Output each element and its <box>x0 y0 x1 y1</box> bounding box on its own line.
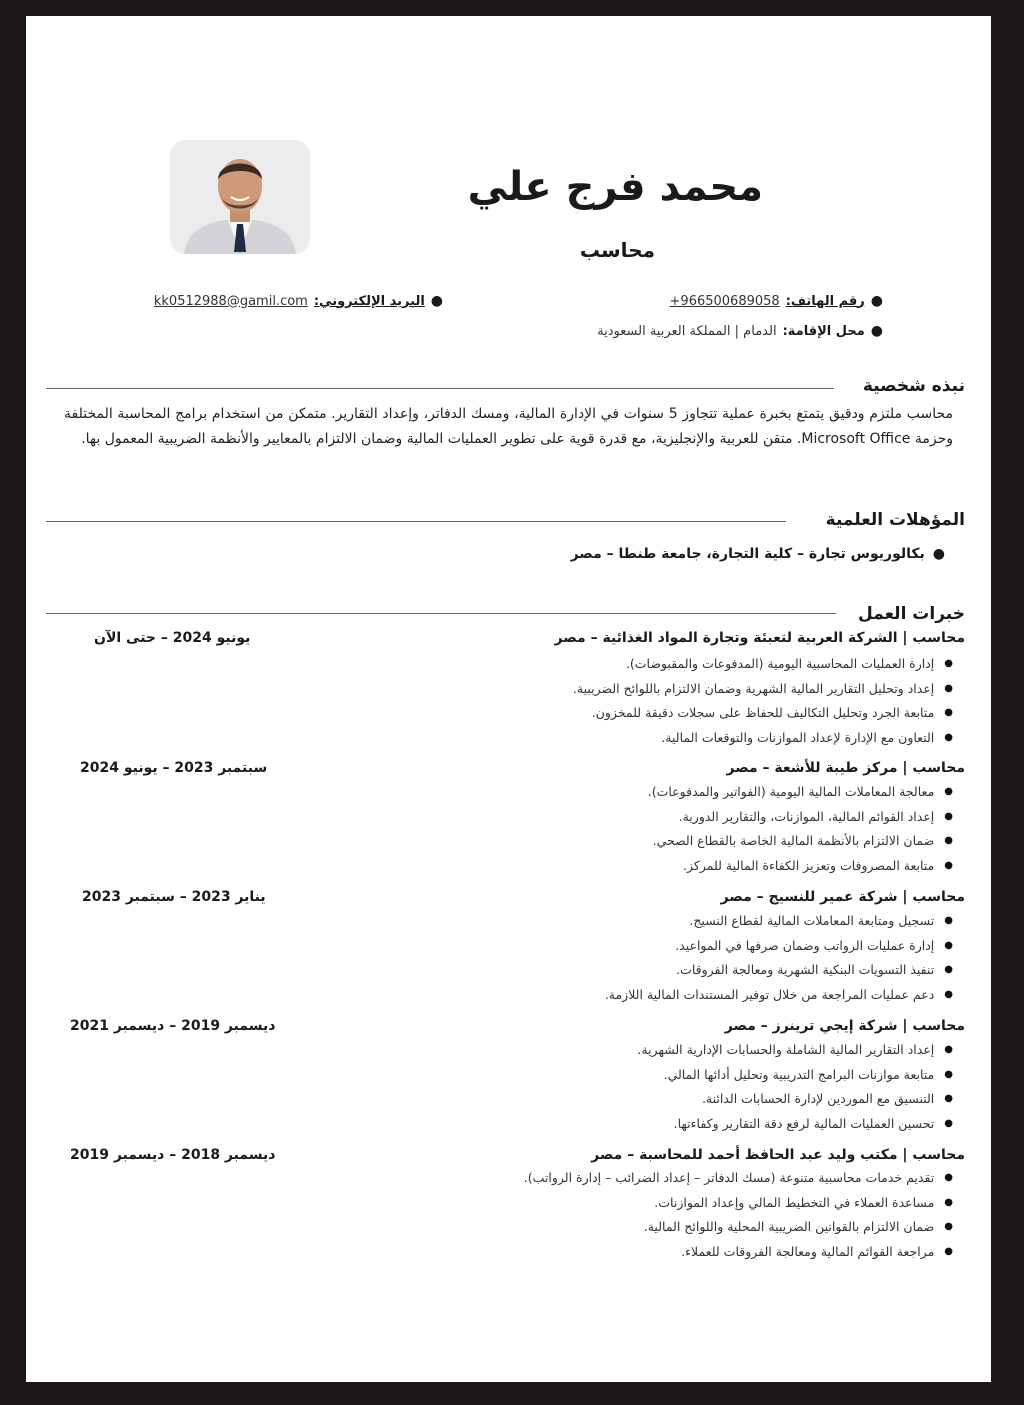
job-duties <box>648 780 953 878</box>
summary-heading: نبذه شخصية <box>862 376 965 396</box>
job-dates: يناير 2023 – سبتمبر 2023 <box>82 889 266 905</box>
section-divider <box>46 388 834 389</box>
profile-photo <box>170 140 310 254</box>
residence-value: الدمام | المملكة العربية السعودية <box>597 323 777 339</box>
duty-item: ● إعداد القوائم المالية، الموازنات، والتقارير الدورية. <box>678 808 953 824</box>
duty-item: ● التنسيق مع الموردين لإدارة الحسابات الدائنة. <box>701 1091 953 1106</box>
duty-item: ● تحسين العمليات المالية لرفع دقة التقارير وكفاءتها. <box>673 1115 953 1131</box>
email-row <box>154 293 443 309</box>
job-duties <box>605 909 953 1007</box>
duty-item: ● مساعدة العملاء في التخطيط المالي وإعداد الموازنات. <box>654 1194 953 1210</box>
job-title-company: محاسب | مركز طيبة للأشعة – مصر <box>726 760 965 776</box>
education-heading: المؤهلات العلمية <box>825 510 965 530</box>
experience-heading: خبرات العمل <box>858 604 965 624</box>
duty-item: ● التعاون مع الإدارة لإعداد الموازنات والتوقعات المالية. <box>661 729 953 745</box>
phone-value[interactable]: +966500689058 <box>669 293 780 309</box>
duty-item: ● تنفيذ التسويات البنكية الشهرية ومعالجة الفروقات. <box>676 962 953 977</box>
job-title-company: محاسب | شركة عمير للنسيج – مصر <box>720 889 965 905</box>
job-title-company: محاسب | مكتب وليد عبد الحافظ أحمد للمحاسبة – مصر <box>591 1147 965 1163</box>
job-duties <box>637 1038 953 1136</box>
residence-row <box>597 323 883 339</box>
job-dates: ديسمبر 2019 – ديسمبر 2021 <box>70 1018 276 1034</box>
duty-item: ● إدارة عمليات الرواتب وضمان صرفها في المواعيد. <box>675 937 953 953</box>
job-duties <box>524 1166 953 1264</box>
bullet: ● <box>870 323 883 339</box>
phone-label: رقم الهاتف: <box>785 293 865 309</box>
resume-page <box>26 16 991 1382</box>
section-divider <box>46 613 836 614</box>
section-divider <box>46 521 786 522</box>
job-dates: ديسمبر 2018 – ديسمبر 2019 <box>70 1147 276 1163</box>
duty-item: ● متابعة موازنات البرامج التدريبية وتحليل أدائها المالي. <box>663 1066 953 1082</box>
residence-label: محل الإقامة: <box>782 323 865 339</box>
duty-item: ● ضمان الالتزام بالقوانين الضريبية المحلية واللوائح المالية. <box>643 1219 953 1234</box>
bullet: ● <box>430 293 443 309</box>
job-title-company: محاسب | شركة إيجي ترينرز – مصر <box>724 1018 965 1034</box>
email-label: البريد الإلكتروني: <box>313 293 425 309</box>
degree-text: بكالوريوس تجارة – كلية التجارة، جامعة طنطا – مصر <box>570 546 925 562</box>
duty-item: ● ضمان الالتزام بالأنظمة المالية الخاصة بالقطاع الصحي. <box>652 833 953 848</box>
duty-item: ● دعم عمليات المراجعة من خلال توفير المستندات المالية اللازمة. <box>604 986 953 1002</box>
bullet: ● <box>932 546 945 562</box>
education-item <box>571 546 945 562</box>
duty-item: ● متابعة المصروفات وتعزيز الكفاءة المالية للمركز. <box>683 857 953 873</box>
duty-item: ● متابعة الجرد وتحليل التكاليف للحفاظ على سجلات دقيقة للمخزون. <box>591 705 953 720</box>
duty-item: ● مراجعة القوائم المالية ومعالجة الفروقات للعملاء. <box>681 1243 953 1259</box>
duty-item: ● معالجة المعاملات المالية اليومية (الفواتير والمدفوعات). <box>647 784 953 799</box>
duty-item: ● تقديم خدمات محاسبية متنوعة (مسك الدفاتر – إعداد الضرائب – إدارة الرواتب). <box>523 1170 953 1185</box>
duty-item: ● إدارة العمليات المحاسبية اليومية (المدفوعات والمقبوضات). <box>625 656 953 671</box>
email-value[interactable]: kk0512988@gamil.com <box>153 293 308 309</box>
job-dates: يونيو 2024 – حتى الآن <box>94 630 251 646</box>
job-title: محاسب <box>579 238 655 262</box>
job-duties <box>573 652 953 750</box>
job-title-company: محاسب | الشركة العربية لتعبئة وتجارة المواد الغذائية – مصر <box>554 630 965 646</box>
job-dates: سبتمبر 2023 – يونيو 2024 <box>80 760 268 776</box>
duty-item: ● تسجيل ومتابعة المعاملات المالية لقطاع النسيج. <box>689 913 953 928</box>
duty-item: ● إعداد التقارير المالية الشاملة والحسابات الإدارية الشهرية. <box>637 1042 953 1057</box>
full-name: محمد فرج علي <box>467 164 763 210</box>
phone-row <box>670 293 883 309</box>
duty-item: ● إعداد وتحليل التقارير المالية الشهرية وضمان الالتزام باللوائح الضريبية. <box>572 680 953 696</box>
summary-text: محاسب ملتزم ودقيق يتمتع بخبرة عملية تتجاوز 5 سنوات في الإدارة المالية، ومسك الدفاتر، وإعداد التقارير. متمكن من استخدام برامج المحاسبة المختلفة وحزمة Microsoft Office. متقن للعربية والإنجليزية، مع قدرة قوية على تطوير العمليات المالية وضمان الالتزام بالمعايير والأنظمة الضريبية المعمول بها. <box>64 406 953 447</box>
bullet: ● <box>870 293 883 309</box>
